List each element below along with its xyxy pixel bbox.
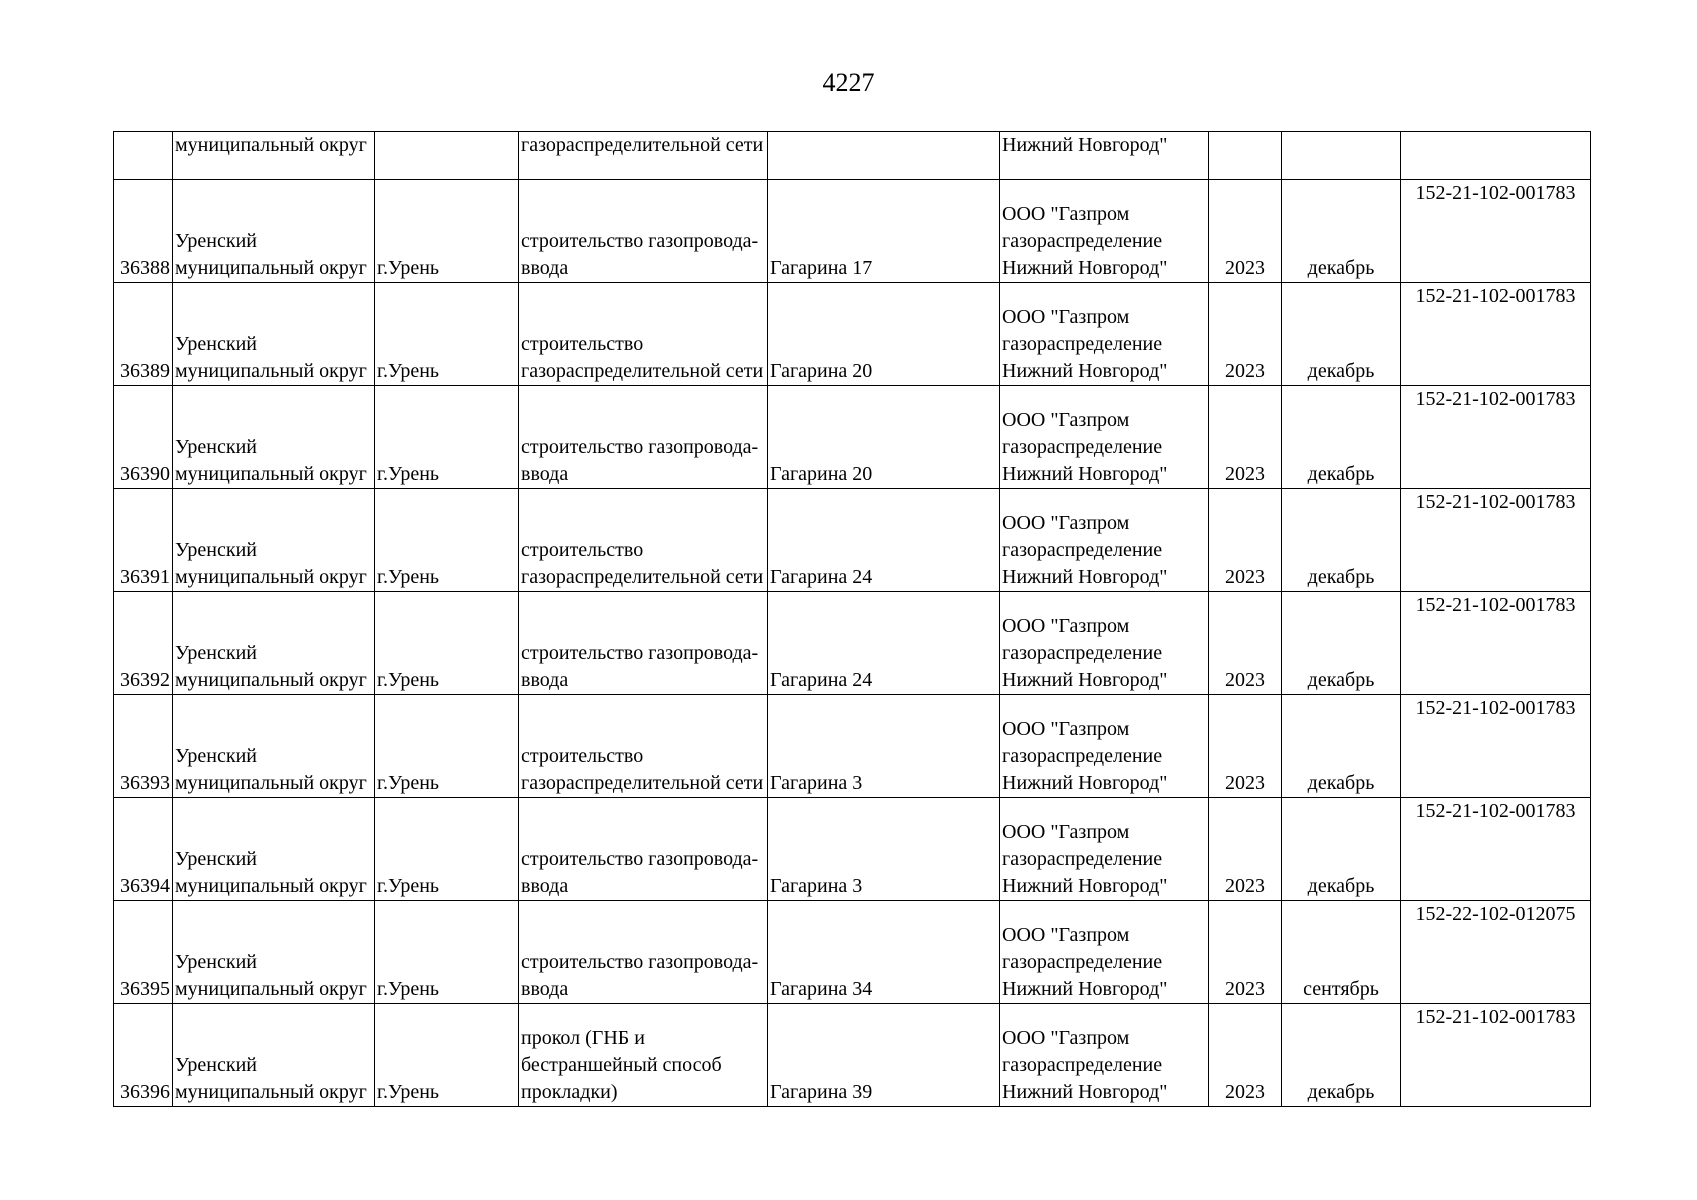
cell-month: декабрь (1282, 489, 1401, 592)
cell-locality (375, 132, 519, 180)
cell-organization-line: ООО "Газпром (1002, 409, 1130, 431)
cell-month: декабрь (1282, 386, 1401, 489)
cell-organization-line: ООО "Газпром (1002, 306, 1130, 328)
cell-address: Гагарина 20 (768, 386, 1000, 489)
cell-year: 2023 (1209, 798, 1282, 901)
cell-district (173, 901, 375, 1004)
cell-district-line: муниципальный округ (175, 566, 367, 588)
cell-organization-line: Нижний Новгород" (1002, 978, 1168, 1000)
cell-work-type-line: прокол (ГНБ и (521, 1027, 645, 1049)
table-body (114, 132, 1591, 1107)
cell-locality: г.Урень (375, 1004, 519, 1107)
cell-organization-line: ООО "Газпром (1002, 718, 1130, 740)
table-row (114, 386, 1591, 489)
cell-organization (1000, 798, 1209, 901)
cell-district (173, 489, 375, 592)
table-row (114, 489, 1591, 592)
cell-district-line: муниципальный округ (175, 463, 367, 485)
cell-address: Гагарина 20 (768, 283, 1000, 386)
cell-district-line: Уренский (175, 951, 257, 973)
cell-locality: г.Урень (375, 695, 519, 798)
cell-district-line: Уренский (175, 642, 257, 664)
cell-organization-line: Нижний Новгород" (1002, 1081, 1168, 1103)
cell-year: 2023 (1209, 592, 1282, 695)
table-row (114, 283, 1591, 386)
cell-code: 152-21-102-001783 (1401, 695, 1591, 798)
cell-locality: г.Урень (375, 798, 519, 901)
cell-month: декабрь (1282, 695, 1401, 798)
cell-work-type (519, 180, 768, 283)
cell-work-type-line: строительство газопровода- (521, 642, 759, 664)
cell-work-type-line: строительство газопровода- (521, 436, 759, 458)
cell-district (173, 798, 375, 901)
table-row (114, 798, 1591, 901)
cell-district-line: Уренский (175, 539, 257, 561)
cell-month: декабрь (1282, 283, 1401, 386)
cell-work-type-line: строительство газопровода- (521, 951, 759, 973)
cell-organization (1000, 489, 1209, 592)
cell-locality: г.Урень (375, 180, 519, 283)
cell-code: 152-21-102-001783 (1401, 180, 1591, 283)
cell-work-type-line: строительство (521, 333, 644, 355)
cell-organization-line: ООО "Газпром (1002, 821, 1130, 843)
cell-address (768, 132, 1000, 180)
cell-district-line: Уренский (175, 333, 257, 355)
cell-work-type-line: ввода (521, 463, 569, 485)
cell-district (173, 695, 375, 798)
cell-work-type: газораспределительной сети (519, 132, 768, 180)
cell-number: 36392 (114, 592, 173, 695)
cell-work-type (519, 592, 768, 695)
cell-organization-line: ООО "Газпром (1002, 203, 1130, 225)
cell-organization-line: Нижний Новгород" (1002, 669, 1168, 691)
cell-organization-line: газораспределение (1002, 642, 1163, 664)
page-number: 4227 (822, 68, 875, 97)
cell-work-type-line: строительство (521, 539, 644, 561)
cell-year: 2023 (1209, 283, 1282, 386)
cell-organization-line: газораспределение (1002, 436, 1163, 458)
cell-district-line: Уренский (175, 436, 257, 458)
cell-district-line: муниципальный округ (175, 669, 367, 691)
cell-month: декабрь (1282, 1004, 1401, 1107)
table-row-continuation (114, 132, 1591, 180)
cell-address: Гагарина 17 (768, 180, 1000, 283)
cell-code: 152-22-102-012075 (1401, 901, 1591, 1004)
cell-organization-line: газораспределение (1002, 1054, 1163, 1076)
cell-organization-line: ООО "Газпром (1002, 924, 1130, 946)
cell-month (1282, 132, 1401, 180)
cell-organization-line: газораспределение (1002, 745, 1163, 767)
cell-work-type (519, 283, 768, 386)
cell-organization-line: газораспределение (1002, 539, 1163, 561)
cell-work-type-line: ввода (521, 875, 569, 897)
cell-organization (1000, 180, 1209, 283)
cell-district (173, 1004, 375, 1107)
cell-address: Гагарина 34 (768, 901, 1000, 1004)
cell-number: 36393 (114, 695, 173, 798)
cell-year (1209, 132, 1282, 180)
cell-organization (1000, 592, 1209, 695)
cell-year: 2023 (1209, 386, 1282, 489)
cell-month: декабрь (1282, 798, 1401, 901)
cell-month: сентябрь (1282, 901, 1401, 1004)
cell-work-type (519, 901, 768, 1004)
table-row (114, 695, 1591, 798)
cell-work-type-line: бестраншейный способ (521, 1054, 722, 1076)
cell-address: Гагарина 3 (768, 798, 1000, 901)
cell-work-type (519, 489, 768, 592)
cell-number: 36396 (114, 1004, 173, 1107)
cell-organization-line: газораспределение (1002, 848, 1163, 870)
cell-organization-line: газораспределение (1002, 951, 1163, 973)
cell-district-line: муниципальный округ (175, 257, 367, 279)
cell-number: 36394 (114, 798, 173, 901)
cell-work-type (519, 798, 768, 901)
cell-address: Гагарина 3 (768, 695, 1000, 798)
cell-number: 36391 (114, 489, 173, 592)
cell-number: 36395 (114, 901, 173, 1004)
cell-work-type-line: строительство газопровода- (521, 230, 759, 252)
cell-district-line: Уренский (175, 848, 257, 870)
cell-year: 2023 (1209, 180, 1282, 283)
cell-work-type-line: строительство (521, 745, 644, 767)
cell-code: 152-21-102-001783 (1401, 1004, 1591, 1107)
cell-district-line: муниципальный округ (175, 1081, 367, 1103)
cell-number: 36390 (114, 386, 173, 489)
cell-district: муниципальный округ (173, 132, 375, 180)
cell-organization (1000, 695, 1209, 798)
cell-district-line: Уренский (175, 230, 257, 252)
cell-work-type-line: газораспределительной сети (521, 566, 764, 588)
cell-district-line: Уренский (175, 745, 257, 767)
cell-district (173, 180, 375, 283)
cell-organization-line: Нижний Новгород" (1002, 463, 1168, 485)
cell-work-type (519, 1004, 768, 1107)
cell-organization-line: газораспределение (1002, 333, 1163, 355)
cell-work-type-line: ввода (521, 257, 569, 279)
cell-locality: г.Урень (375, 489, 519, 592)
cell-organization (1000, 901, 1209, 1004)
registry-table (113, 131, 1591, 1107)
cell-number: 36388 (114, 180, 173, 283)
cell-work-type-line: газораспределительной сети (521, 360, 764, 382)
cell-organization-line: Нижний Новгород" (1002, 566, 1168, 588)
cell-code: 152-21-102-001783 (1401, 489, 1591, 592)
cell-year: 2023 (1209, 1004, 1282, 1107)
cell-work-type (519, 695, 768, 798)
cell-district-line: муниципальный округ (175, 875, 367, 897)
cell-address: Гагарина 24 (768, 592, 1000, 695)
cell-address: Гагарина 39 (768, 1004, 1000, 1107)
table-row (114, 1004, 1591, 1107)
cell-organization-line: Нижний Новгород" (1002, 360, 1168, 382)
cell-year: 2023 (1209, 489, 1282, 592)
cell-locality: г.Урень (375, 386, 519, 489)
cell-code: 152-21-102-001783 (1401, 283, 1591, 386)
cell-code: 152-21-102-001783 (1401, 798, 1591, 901)
cell-work-type-line: газораспределительной сети (521, 772, 764, 794)
cell-district-line: муниципальный округ (175, 772, 367, 794)
cell-organization (1000, 283, 1209, 386)
cell-code (1401, 132, 1591, 180)
cell-organization-line: Нижний Новгород" (1002, 772, 1168, 794)
cell-work-type-line: строительство газопровода- (521, 848, 759, 870)
cell-month: декабрь (1282, 180, 1401, 283)
cell-district (173, 283, 375, 386)
cell-organization-line: ООО "Газпром (1002, 615, 1130, 637)
cell-locality: г.Урень (375, 283, 519, 386)
cell-organization-line: ООО "Газпром (1002, 1027, 1130, 1049)
cell-district-line: муниципальный округ (175, 360, 367, 382)
cell-year: 2023 (1209, 695, 1282, 798)
cell-district (173, 592, 375, 695)
cell-address: Гагарина 24 (768, 489, 1000, 592)
cell-organization (1000, 386, 1209, 489)
cell-organization-line: Нижний Новгород" (1002, 875, 1168, 897)
cell-work-type-line: ввода (521, 669, 569, 691)
cell-locality: г.Урень (375, 901, 519, 1004)
cell-district-line: Уренский (175, 1054, 257, 1076)
cell-work-type-line: прокладки) (521, 1081, 618, 1103)
cell-district-line: муниципальный округ (175, 978, 367, 1000)
cell-code: 152-21-102-001783 (1401, 592, 1591, 695)
cell-year: 2023 (1209, 901, 1282, 1004)
cell-work-type-line: ввода (521, 978, 569, 1000)
cell-code: 152-21-102-001783 (1401, 386, 1591, 489)
cell-organization (1000, 1004, 1209, 1107)
cell-organization: Нижний Новгород" (1000, 132, 1209, 180)
cell-number (114, 132, 173, 180)
cell-organization-line: газораспределение (1002, 230, 1163, 252)
table-row (114, 180, 1591, 283)
table-row (114, 901, 1591, 1004)
cell-work-type (519, 386, 768, 489)
cell-district (173, 386, 375, 489)
cell-locality: г.Урень (375, 592, 519, 695)
table-row (114, 592, 1591, 695)
cell-organization-line: Нижний Новгород" (1002, 257, 1168, 279)
cell-organization-line: ООО "Газпром (1002, 512, 1130, 534)
cell-month: декабрь (1282, 592, 1401, 695)
cell-number: 36389 (114, 283, 173, 386)
